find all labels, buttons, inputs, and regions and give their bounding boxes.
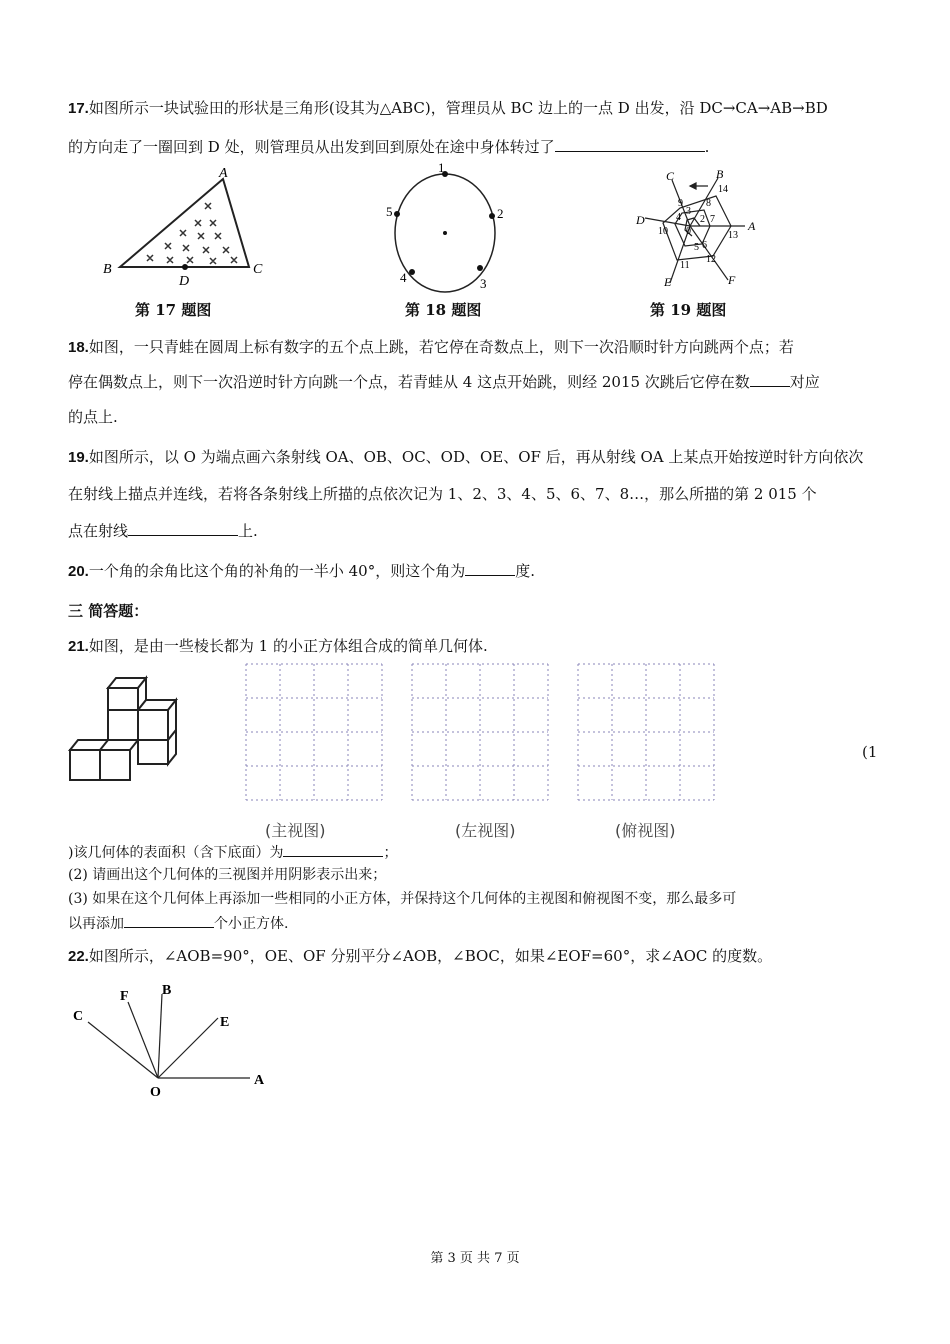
q19-text3: 点在射线 bbox=[68, 522, 129, 540]
svg-text:4: 4 bbox=[676, 212, 681, 223]
q21-number: 21. bbox=[68, 638, 89, 655]
ray-label-C: C bbox=[666, 169, 675, 183]
label-F: F bbox=[120, 989, 129, 1004]
grid-caption-left: (左视图) bbox=[455, 821, 516, 840]
q21-part1-start: (1 bbox=[862, 743, 878, 761]
ray-label-F: F bbox=[728, 273, 736, 287]
q18-text: 如图，一只青蛙在圆周上标有数字的五个点上跳，若它停在奇数点上，则下一次沿顺时针方向跳两个点；若 bbox=[88, 338, 794, 356]
figure-22-angles bbox=[70, 980, 270, 1100]
q22-text: 如图所示，∠AOB=90°，OE、OF 分别平分∠AOB，∠BOC，如果∠EOF=60°，求∠AOC 的度数。 bbox=[88, 947, 773, 965]
grid-top-view[interactable] bbox=[578, 664, 718, 804]
q21-part1 bbox=[68, 842, 397, 863]
q21-part3-line1: (3) 如果在这个几何体上再添加一些相同的小正方体，并保持这个几何体的主视图和俯视图不变，那么最多可 bbox=[68, 891, 737, 907]
svg-text:9: 9 bbox=[678, 198, 683, 209]
figure-18-circle bbox=[380, 160, 510, 291]
q18-number: 18. bbox=[68, 339, 89, 356]
point-label-2: 2 bbox=[497, 206, 504, 221]
q20-text: 一个角的余角比这个角的补角的一半小 40°，则这个角为 bbox=[88, 562, 466, 580]
q22-line bbox=[68, 946, 772, 967]
svg-text:3: 3 bbox=[686, 206, 691, 217]
q21-part1-end: ； bbox=[383, 845, 398, 861]
svg-text:6: 6 bbox=[702, 240, 707, 251]
label-A: A bbox=[254, 1073, 265, 1088]
label-C: C bbox=[73, 1009, 84, 1024]
svg-text:14: 14 bbox=[718, 184, 728, 195]
label-D: D bbox=[179, 274, 190, 289]
svg-text:7: 7 bbox=[710, 214, 715, 225]
answer-blank[interactable] bbox=[128, 521, 238, 536]
ray-label-D: D bbox=[636, 213, 645, 227]
section-title: 三 简答题： bbox=[68, 602, 149, 620]
label-A: A bbox=[219, 166, 228, 181]
q21-part3-line2 bbox=[68, 913, 288, 934]
svg-text:11: 11 bbox=[680, 260, 690, 271]
figure-21-cubes bbox=[66, 672, 186, 782]
grid-caption-top: (俯视图) bbox=[615, 821, 676, 840]
point-label-5: 5 bbox=[386, 204, 393, 219]
svg-text:10: 10 bbox=[658, 226, 668, 237]
q19-text3-end: 上. bbox=[238, 522, 258, 540]
q17-text2: 的方向走了一圈回到 D 处，则管理员从出发到回到原处在途中身体转过了 bbox=[68, 138, 555, 156]
q18-text2: 停在偶数点上，则下一次沿逆时针方向跳一个点，若青蛙从 4 这点开始跳，则经 2015 次跳后它停在数 bbox=[68, 373, 750, 391]
answer-blank[interactable] bbox=[555, 137, 705, 152]
svg-text:5: 5 bbox=[694, 242, 699, 253]
q18-line1 bbox=[68, 337, 794, 358]
q21-part1-text: )该几何体的表面积（含下底面）为 bbox=[68, 845, 284, 861]
q20-line bbox=[68, 561, 535, 582]
grid-caption-front: (主视图) bbox=[265, 821, 326, 840]
label-E: E bbox=[220, 1015, 230, 1030]
q21-part3-text: 以再添加 bbox=[68, 916, 124, 932]
answer-blank[interactable] bbox=[283, 842, 383, 857]
point-label-4: 4 bbox=[400, 270, 407, 285]
answer-blank[interactable] bbox=[124, 913, 214, 928]
answer-blank[interactable] bbox=[750, 372, 790, 387]
q17-line1 bbox=[68, 98, 828, 119]
q19-line1 bbox=[68, 447, 863, 468]
ray-label-A: A bbox=[748, 219, 756, 233]
ray-label-E: E bbox=[664, 275, 672, 289]
ray-label-B: B bbox=[716, 167, 724, 181]
point-label-3: 3 bbox=[480, 276, 487, 291]
q22-number: 22. bbox=[68, 948, 89, 965]
q18-text2-end: 对应 bbox=[789, 373, 820, 391]
point-label-1: 1 bbox=[438, 160, 445, 175]
q17-end: . bbox=[704, 138, 710, 156]
caption-fig19: 第 19 题图 bbox=[650, 301, 727, 319]
label-C: C bbox=[253, 262, 263, 277]
q21-part2: (2) 请画出这个几何体的三视图并用阴影表示出来； bbox=[68, 867, 387, 883]
q17-text: 如图所示一块试验田的形状是三角形(设其为△ABC)，管理员从 BC 边上的一点 D 出发，沿 DC→CA→AB→BD bbox=[88, 99, 828, 117]
q21-line1 bbox=[68, 636, 488, 657]
svg-text:8: 8 bbox=[706, 198, 711, 209]
caption-fig17: 第 17 题图 bbox=[135, 301, 212, 319]
q21-part3-end: 个小正方体. bbox=[214, 916, 289, 932]
svg-text:12: 12 bbox=[706, 254, 716, 265]
figure-17-triangle bbox=[95, 165, 275, 290]
label-O: O bbox=[150, 1085, 161, 1100]
svg-text:0: 0 bbox=[686, 226, 691, 237]
q21-text: 如图，是由一些棱长都为 1 的小正方体组合成的简单几何体. bbox=[88, 637, 488, 655]
label-B: B bbox=[162, 983, 172, 998]
figure-19-rays bbox=[630, 168, 770, 288]
q19-number: 19. bbox=[68, 449, 89, 466]
page-footer: 第 3 页 共 7 页 bbox=[430, 1251, 520, 1266]
svg-text:2: 2 bbox=[700, 214, 705, 225]
q19-line3 bbox=[68, 521, 258, 541]
grid-front-view[interactable] bbox=[246, 664, 386, 804]
q20-end: 度. bbox=[515, 562, 535, 580]
answer-blank[interactable] bbox=[465, 561, 515, 576]
q17-line2 bbox=[68, 137, 709, 157]
caption-fig18: 第 18 题图 bbox=[405, 301, 482, 319]
q19-line2: 在射线上描点并连线，若将各条射线上所描的点依次记为 1、2、3、4、5、6、7、8…，那么所描的第 2 015 个 bbox=[68, 485, 817, 503]
svg-text:13: 13 bbox=[728, 230, 738, 241]
label-B: B bbox=[103, 262, 112, 277]
q20-number: 20. bbox=[68, 563, 89, 580]
q17-number: 17. bbox=[68, 100, 89, 117]
grid-left-view[interactable] bbox=[412, 664, 552, 804]
q19-text: 如图所示，以 O 为端点画六条射线 OA、OB、OC、OD、OE、OF 后，再从射线 OA 上某点开始按逆时针方向依次 bbox=[88, 448, 864, 466]
q18-line2 bbox=[68, 372, 820, 392]
q18-line3: 的点上. bbox=[68, 408, 118, 426]
